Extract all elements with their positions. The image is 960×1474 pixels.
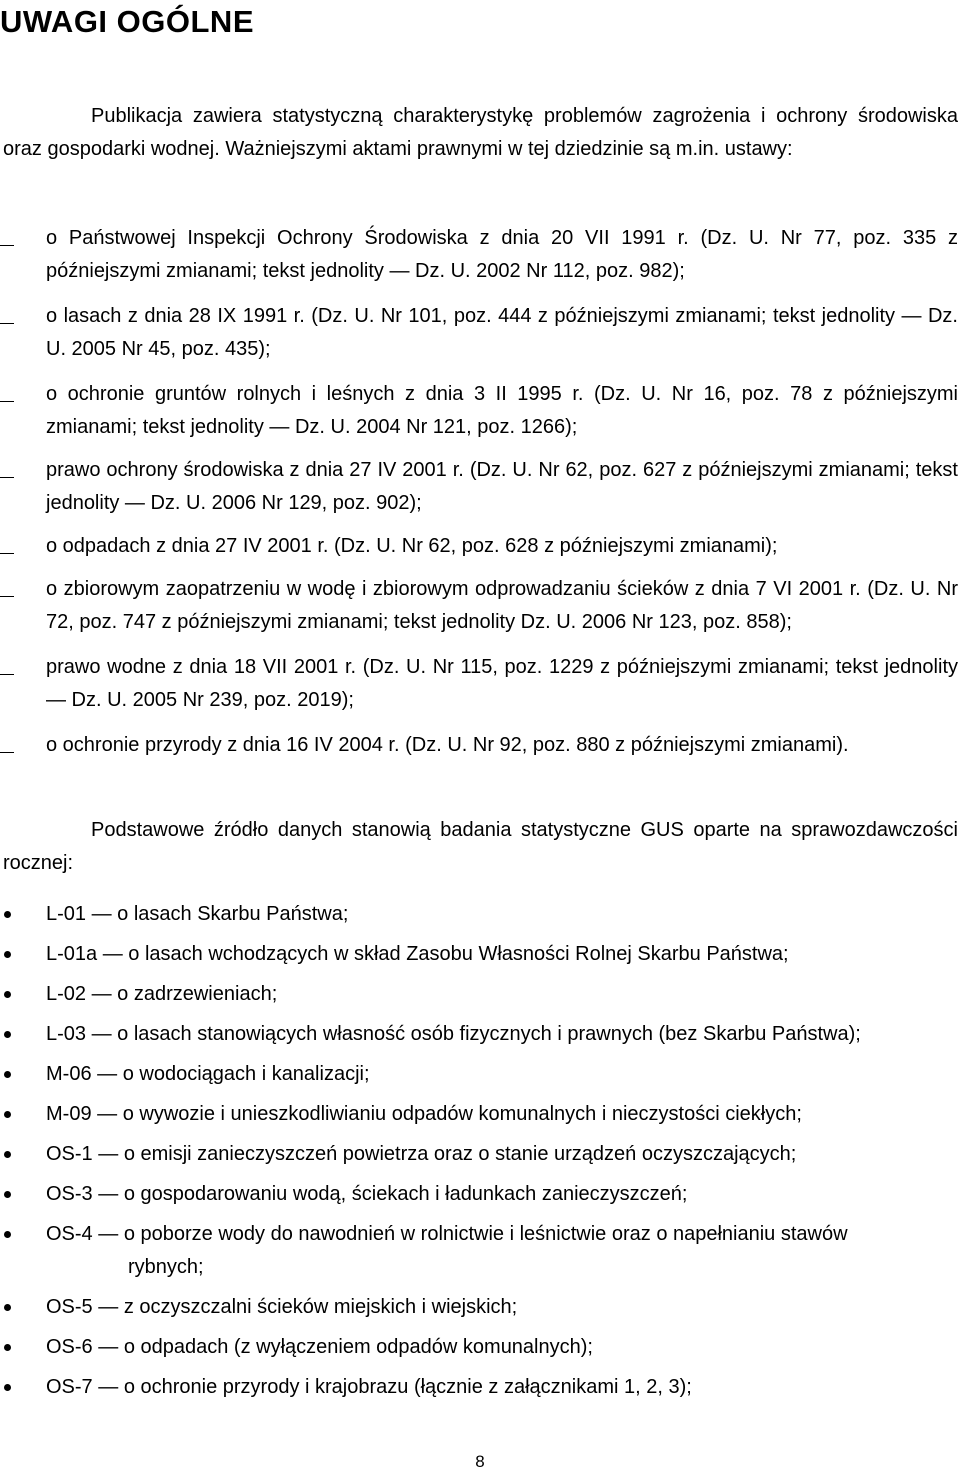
form-code: OS-7 (46, 1376, 93, 1398)
form-separator: — (86, 903, 118, 925)
law-item (0, 454, 958, 520)
form-desc: o lasach wchodzących w skład Zasobu Własności Rolnej Skarbu Państwa; (128, 943, 789, 965)
bullet-icon (4, 951, 11, 958)
law-text: prawo ochrony środowiska z dnia 27 IV 2001 r. (Dz. U. Nr 62, poz. 627 z późniejszymi zmianami; tekst jednolity — Dz. U. 2006 Nr 129, poz. 902); (46, 459, 958, 514)
law-text: o ochronie przyrody z dnia 16 IV 2004 r. (Dz. U. Nr 92, poz. 880 z późniejszymi zmianami). (46, 734, 849, 756)
form-item (0, 1371, 958, 1404)
form-item (0, 1058, 958, 1091)
form-desc-continuation: rybnych; (128, 1256, 204, 1278)
form-desc: o wywozie i unieszkodliwianiu odpadów komunalnych i nieczystości ciekłych; (122, 1103, 802, 1125)
form-desc: z oczyszczalni ścieków miejskich i wiejskich; (123, 1296, 518, 1318)
form-desc: o poborze wody do nawodnień w rolnictwie i leśnictwie oraz o napełnianiu stawów (123, 1223, 848, 1245)
law-item (0, 573, 958, 639)
form-desc: o emisji zanieczyszczeń powietrza oraz o stanie urządzeń oczyszczających; (123, 1143, 797, 1165)
dash-marker (0, 752, 14, 753)
law-text: o Państwowej Inspekcji Ochrony Środowiska z dnia 20 VII 1991 r. (Dz. U. Nr 77, poz. 335 z późniejszymi zmianami; tekst jednolity — Dz. U. 2002 Nr 112, poz. 982); (46, 227, 958, 282)
page-number: 8 (475, 1452, 485, 1471)
form-desc: o zadrzewieniach; (117, 983, 278, 1005)
bullet-icon (4, 1031, 11, 1038)
form-code: M-06 (46, 1063, 92, 1085)
law-text: o odpadach z dnia 27 IV 2001 r. (Dz. U. Nr 62, poz. 628 z późniejszymi zmianami); (46, 535, 778, 557)
form-separator: — (91, 1103, 123, 1125)
form-code: OS-3 (46, 1183, 93, 1205)
page-title: UWAGI OGÓLNE (0, 4, 254, 39)
law-item (0, 530, 958, 563)
form-separator: — (86, 1023, 118, 1045)
law-item (0, 300, 958, 366)
dash-marker (0, 245, 14, 246)
form-separator: — (92, 1376, 124, 1398)
survey-forms-list (0, 898, 958, 1411)
form-code: L-01a (46, 943, 98, 965)
form-code: OS-5 (46, 1296, 93, 1318)
form-desc: o odpadach (z wyłączeniem odpadów komunalnych); (123, 1336, 593, 1358)
form-item (0, 1138, 958, 1171)
bullet-icon (4, 1071, 11, 1078)
form-desc: o gospodarowaniu wodą, ściekach i ładunkach zanieczyszczeń; (123, 1183, 688, 1205)
form-code: L-02 (46, 983, 87, 1005)
bullet-icon (4, 1231, 11, 1238)
dash-marker (0, 323, 14, 324)
form-code: L-01 (46, 903, 87, 925)
law-text: o ochronie gruntów rolnych i leśnych z dnia 3 II 1995 r. (Dz. U. Nr 16, poz. 78 z późniejszymi zmianami; tekst jednolity — Dz. U. 2004 Nr 121, poz. 1266); (46, 383, 958, 438)
bullet-icon (4, 1384, 11, 1391)
dash-marker (0, 553, 14, 554)
law-item (0, 222, 958, 288)
form-separator: — (92, 1336, 124, 1358)
form-separator: — (92, 1183, 124, 1205)
bullet-icon (4, 911, 11, 918)
form-desc: o lasach Skarbu Państwa; (117, 903, 349, 925)
form-item (0, 1098, 958, 1131)
form-code: OS-6 (46, 1336, 93, 1358)
form-desc: o wodociągach i kanalizacji; (122, 1063, 370, 1085)
form-code: L-03 (46, 1023, 87, 1045)
dash-marker (0, 596, 14, 597)
form-separator: — (91, 1063, 123, 1085)
bullet-icon (4, 1111, 11, 1118)
form-desc: o lasach stanowiących własność osób fizycznych i prawnych (bez Skarbu Państwa); (117, 1023, 861, 1045)
form-item (0, 938, 958, 971)
form-separator: — (92, 1143, 124, 1165)
form-code: M-09 (46, 1103, 92, 1125)
form-item (0, 898, 958, 931)
form-item (0, 1291, 958, 1324)
dash-marker (0, 674, 14, 675)
form-separator: — (86, 983, 118, 1005)
form-code: OS-4 (46, 1223, 93, 1245)
form-desc: o ochronie przyrody i krajobrazu (łącznie z załącznikami 1, 2, 3); (123, 1376, 692, 1398)
bullet-icon (4, 1191, 11, 1198)
form-item (0, 978, 958, 1011)
law-text: o lasach z dnia 28 IX 1991 r. (Dz. U. Nr 101, poz. 444 z późniejszymi zmianami; tekst jednolity — Dz. U. 2005 Nr 45, poz. 435); (46, 305, 958, 360)
dash-marker (0, 477, 14, 478)
bullet-icon (4, 1151, 11, 1158)
dash-marker (0, 401, 14, 402)
law-text: prawo wodne z dnia 18 VII 2001 r. (Dz. U. Nr 115, poz. 1229 z późniejszymi zmianami; tekst jednolity — Dz. U. 2005 Nr 239, poz. 2019); (46, 656, 958, 711)
form-code: OS-1 (46, 1143, 93, 1165)
law-text: o zbiorowym zaopatrzeniu w wodę i zbiorowym odprowadzaniu ścieków z dnia 7 VI 2001 r. (Dz. U. Nr 72, poz. 747 z późniejszymi zmianami; tekst jednolity Dz. U. 2006 Nr 123, poz. 858); (46, 578, 958, 633)
form-separator: — (92, 1296, 124, 1318)
form-item (0, 1331, 958, 1364)
intro-paragraph: Publikacja zawiera statystyczną charakterystykę problemów zagrożenia i ochrony środowiska oraz gospodarki wodnej. Ważniejszymi aktami prawnymi w tej dziedzinie są m.in. ustawy: (3, 105, 958, 160)
form-item (0, 1218, 958, 1284)
law-item (0, 651, 958, 717)
form-item (0, 1178, 958, 1211)
data-source-paragraph: Podstawowe źródło danych stanowią badania statystyczne GUS oparte na sprawozdawczości rocznej: (3, 819, 958, 874)
laws-list (0, 222, 958, 762)
bullet-icon (4, 1344, 11, 1351)
bullet-icon (4, 1304, 11, 1311)
law-item (0, 729, 958, 762)
bullet-icon (4, 991, 11, 998)
law-item (0, 378, 958, 444)
form-separator: — (92, 1223, 124, 1245)
form-separator: — (97, 943, 129, 965)
form-item (0, 1018, 958, 1051)
